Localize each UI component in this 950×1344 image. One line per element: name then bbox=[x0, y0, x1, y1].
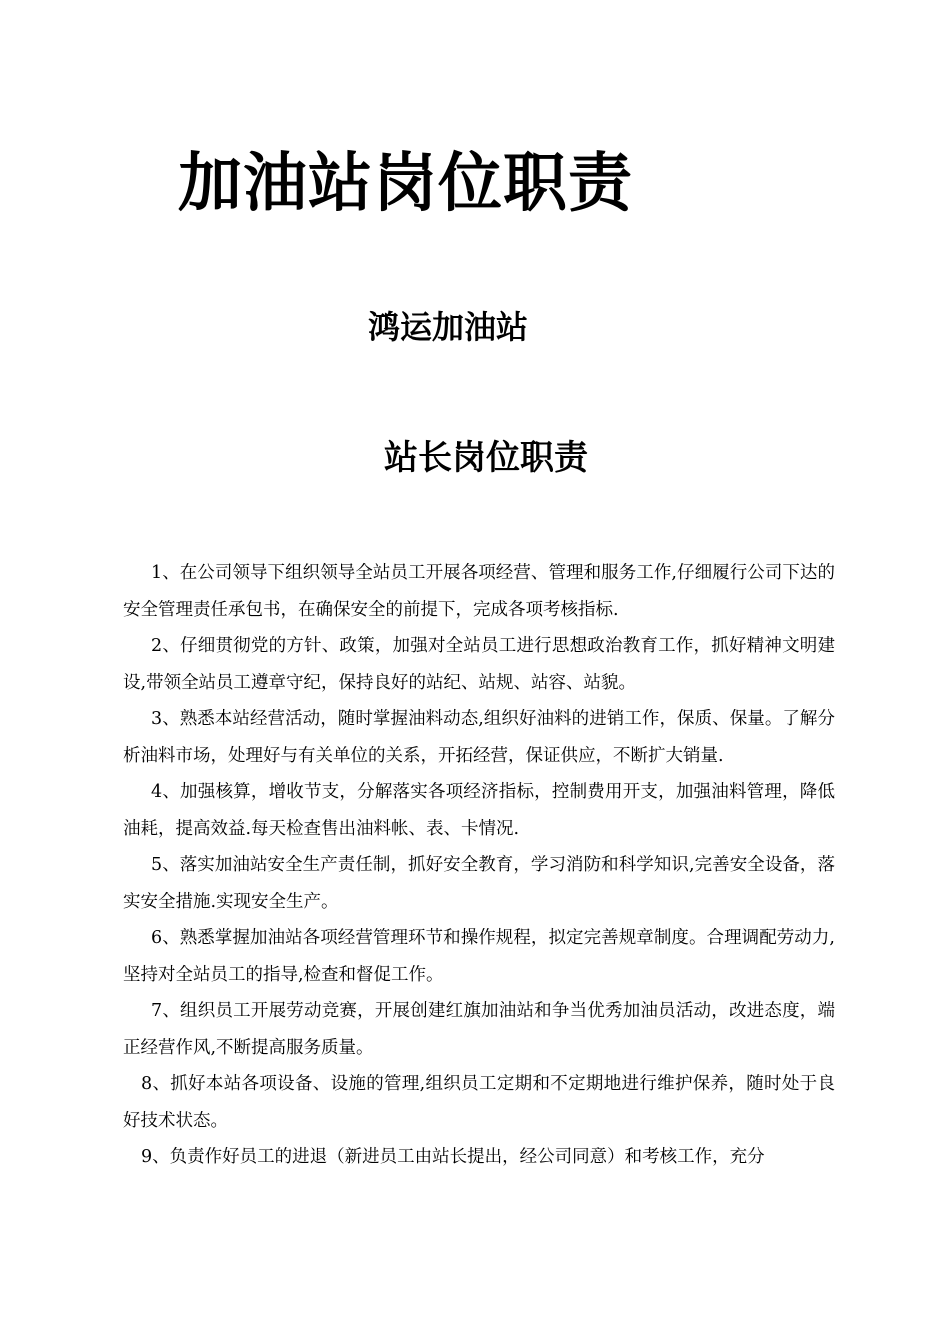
duty-item-4: 4、加强核算，增收节支，分解落实各项经济指标，控制费用开支，加强油料管理，降低油耗，提高效益.每天检查售出油料帐、表、卡情况. bbox=[123, 782, 835, 839]
duty-item-2: 2、仔细贯彻党的方针、政策，加强对全站员工进行思想政治教育工作，抓好精神文明建设,带领全站员工遵章守纪，保持良好的站纪、站规、站容、站貌。 bbox=[123, 636, 835, 693]
document-title: 加油站岗位职责 bbox=[178, 147, 633, 221]
duty-item-3: 3、熟悉本站经营活动，随时掌握油料动态,组织好油料的进销工作，保质、保量。了解分析油料市场，处理好与有关单位的关系，开拓经营，保证供应，不断扩大销量. bbox=[123, 709, 835, 766]
section-title: 站长岗位职责 bbox=[384, 438, 588, 478]
duty-item-1: 1、在公司领导下组织领导全站员工开展各项经营、管理和服务工作,仔细履行公司下达的安全管理责任承包书，在确保安全的前提下，完成各项考核指标. bbox=[123, 563, 835, 620]
duty-item-8: 8、抓好本站各项设备、设施的管理,组织员工定期和不定期地进行维护保养，随时处于良好技术状态。 bbox=[123, 1074, 835, 1131]
duty-item-6: 6、熟悉掌握加油站各项经营管理环节和操作规程，拟定完善规章制度。合理调配劳动力,坚持对全站员工的指导,检查和督促工作。 bbox=[123, 928, 835, 985]
duty-list bbox=[123, 555, 835, 1176]
station-name: 鸿运加油站 bbox=[368, 308, 529, 346]
duty-item-5: 5、落实加油站安全生产责任制，抓好安全教育，学习消防和科学知识,完善安全设备，落实安全措施.实现安全生产。 bbox=[123, 855, 835, 912]
duty-item-7: 7、组织员工开展劳动竞赛，开展创建红旗加油站和争当优秀加油员活动，改进态度，端正经营作风,不断提高服务质量。 bbox=[123, 1001, 835, 1058]
duty-item-9: 9、负责作好员工的进退（新进员工由站长提出，经公司同意）和考核工作，充分 bbox=[141, 1147, 765, 1167]
